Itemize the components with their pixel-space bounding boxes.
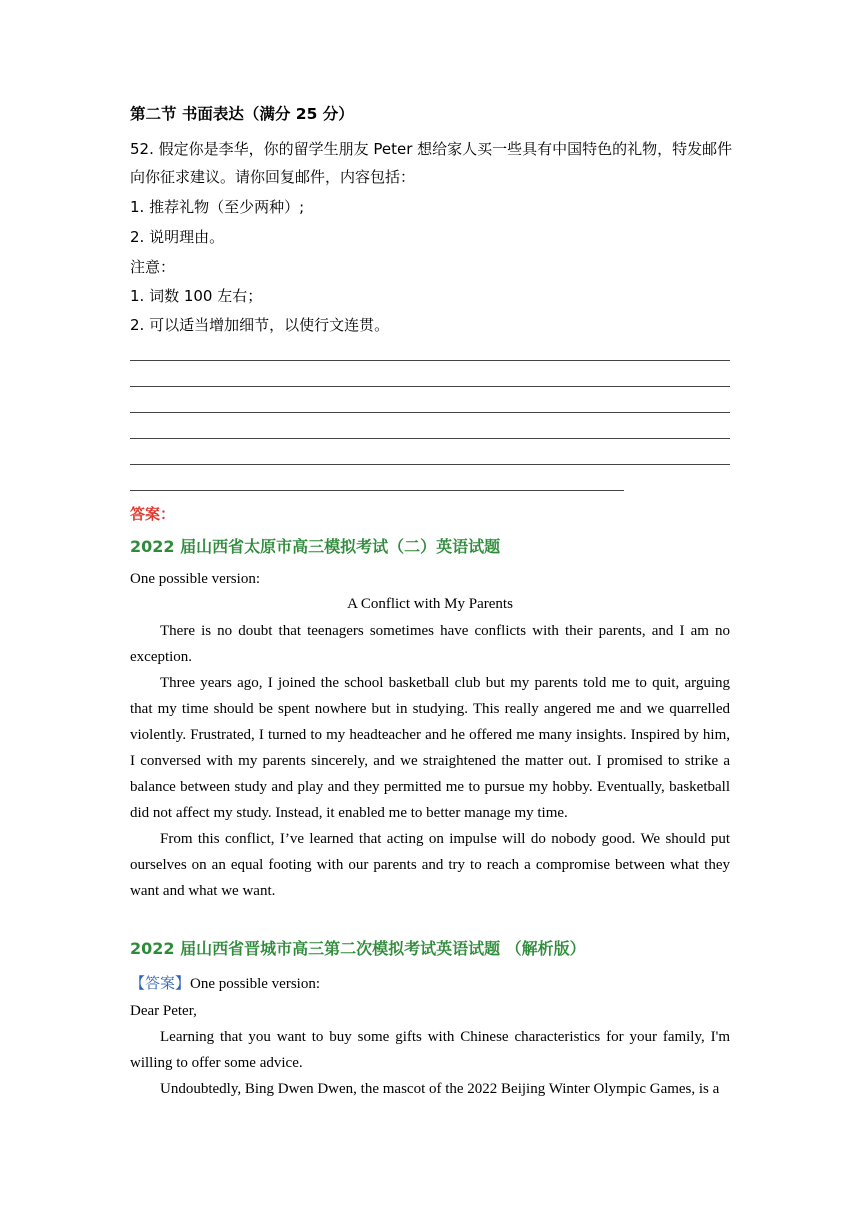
answer-blank-line [130, 490, 624, 491]
answer-label: 答案： [130, 505, 176, 523]
essay-title: A Conflict with My Parents [347, 596, 513, 612]
letter-greeting: Dear Peter, [130, 1003, 197, 1019]
note-2: 2. 可以适当增加细节，以使行文连贯。 [130, 316, 390, 334]
question-prompt-line1: 52. 假定你是李华，你的留学生朋友 Peter 想给家人买一些具有中国特色的礼物，特发邮件 [130, 140, 733, 158]
answer-blank-line [130, 360, 730, 361]
essay-paragraph-2: Three years ago, I joined the school basketball club but my parents told me to quit, arguing that my time should be spent nowhere but in studying. This really angered me and we quarrelled violently. Frustrated, I turned to my headteacher and he offered me many insights. Inspired by him, I conversed with my parents sincerely, and we straightened the matter out. I promised to strike a balance between study and play and they permitted me to pursue my hobby. Eventually, basketball did not affect my study. Instead, it enabled me to better manage my time. [130, 675, 730, 821]
exam2-source-title: 2022 届山西省晋城市高三第二次模拟考试英语试题 （解析版） [130, 939, 586, 958]
answer-tag: 【答案】 [130, 974, 191, 992]
requirement-1: 1. 推荐礼物（至少两种）; [130, 198, 305, 216]
letter-paragraph-2: Undoubtedly, Bing Dwen Dwen, the mascot of the 2022 Beijing Winter Olympic Games, is a [160, 1081, 720, 1097]
essay-paragraph-3: From this conflict, I’ve learned that acting on impulse will do nobody good. We should put ourselves on an equal footing with our parents and try to reach a compromise between what they want and what we want. [130, 831, 730, 899]
answer-blank-line [130, 464, 730, 465]
section-title: 第二节 书面表达（满分 25 分） [130, 105, 354, 123]
answer-blank-line [130, 412, 730, 413]
exam2-intro: One possible version: [190, 976, 320, 992]
essay-paragraph-1: There is no doubt that teenagers sometimes have conflicts with their parents, and I am no exception. [130, 623, 730, 665]
exam1-source-title: 2022 届山西省太原市高三模拟考试（二）英语试题 [130, 537, 501, 556]
answer-blank-line [130, 386, 730, 387]
exam1-intro: One possible version: [130, 571, 260, 587]
note-1: 1. 词数 100 左右； [130, 287, 263, 305]
letter-paragraph-1: Learning that you want to buy some gifts with Chinese characteristics for your family, I'm willing to offer some advice. [130, 1029, 730, 1071]
requirement-2: 2. 说明理由。 [130, 228, 225, 246]
answer-blank-line [130, 438, 730, 439]
notice-label: 注意： [130, 258, 176, 276]
question-prompt-line2: 向你征求建议。请你回复邮件，内容包括： [130, 168, 416, 186]
exam2-answer-line [130, 972, 320, 995]
